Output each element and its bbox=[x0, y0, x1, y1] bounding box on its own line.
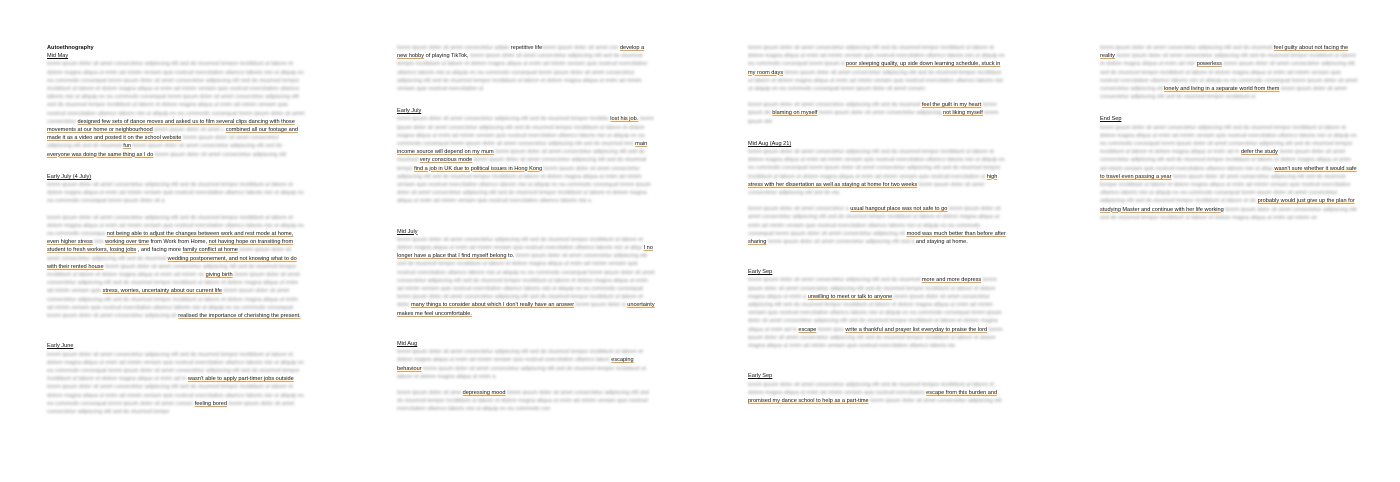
blurred-text: lorem ipsum dolor sit amet consectetur adipiscing elit sed do eiusmod tempor incididunt ut labore et dolore magna aliqua ut enim ad minim veniam quis nostrud exercitation ullamco laboris nisi ut aliquip ex ea commodo consequa bbox=[47, 214, 304, 238]
document-title: Autoethnography bbox=[47, 45, 94, 51]
highlighted-phrase: combined all our footage and made it as a video and posted it on the school website bbox=[47, 127, 298, 142]
blurred-text: lore bbox=[94, 239, 106, 246]
document-column-3 bbox=[748, 44, 1006, 427]
highlighted-phrase: not being able to adjust the changes between work and rest mode at home, even higher stress bbox=[47, 231, 294, 246]
highlighted-phrase: designed few sets of dance moves and asked us to film several clips dancing with those movements at our home or neighbourhood bbox=[47, 118, 295, 134]
entry-paragraph bbox=[748, 381, 1006, 406]
highlighted-phrase: not having hope on transiting from student to fresh workers, losing jobs bbox=[47, 239, 294, 254]
blurred-text: lorem ipsum dolor sit amet consectetur adipiscing elit sed do eiusmod tempo bbox=[47, 400, 295, 415]
blurred-text: lorem ipsum dolor sit amet consectetur adipiscing elit sed do eiusmod tempor incididunt ut labore et dolore magna aliqua ut enim ad minim veniam quis nostrud exercitation ullamco laboris nisi ut aliquip ex ea commodo consequat lorem ipsum dolor sit amet consectetur adipiscing elit sed do eiusmod tempor incididunt ut labore et dolore magna aliqua ut enim ad m bbox=[47, 351, 304, 383]
blurred-text: lorem ipsum dolor sit amet consectetur adipiscing elit sed do eiusmod tempor incididunt ut labore et dolore magna aliqua ut enim ad minim veniam quis nostrud exercitation ullamco laboris nisi ut aliquip ex ea commodo consequat lorem ipsum dolor sit amet consectetur adipiscing elit sed do eiusmod tempor incididunt ut labore et dolore magna aliqua ut enim ad minim veniam quis nostrud exercitation ullamco laboris nisi ut aliquip ex ea commodo consequat lorem ipsum dolor sit amet consectetur adipiscing elit sed do eiusmod tempor incididunt ut labore et dolore magna aliqua ut enim ad minim veniam quis nostrud exercitation ullamco laboris nisi ut aliquip ex ea commodo consequat lorem ipsum dolor sit amet consectetur bbox=[47, 61, 305, 125]
blurred-text: lorem ipsu bbox=[817, 326, 846, 333]
highlighted-phrase: not liking myself bbox=[942, 110, 983, 117]
highlighted-phrase: escaping behaviour bbox=[397, 357, 634, 372]
entry-date-heading: Mid Aug (Aug 21) bbox=[748, 140, 792, 147]
highlighted-phrase: very conscious mode bbox=[419, 157, 473, 164]
blurred-text: lorem ipsum dolor sit amet consectetur adipiscing elit bbox=[870, 397, 1002, 404]
blurred-text: lorem ipsum dolor sit amet consectetur adipiscing elit sed do eiusmod tempor incididunt ut labore et dolore magna aliqua ut enim ad minim veniam quis nostrud exercitation ullamco laboris nisi ut aliquip ex ea commodo consequat lorem ipsum dolor sit amet consectetur adipiscing elit sed do eiusmod tem bbox=[397, 116, 654, 148]
document-column-1 bbox=[47, 44, 305, 438]
blurred-text: lorem ipsum dolor sit amet consectetur adipiscing elit sed do eiusmod bbox=[1100, 45, 1274, 51]
entry-paragraph bbox=[397, 236, 655, 318]
highlighted-phrase: wasn't able to apply part-timer jobs outside bbox=[187, 376, 294, 383]
entry-date-heading: Early Sep bbox=[748, 269, 773, 276]
highlighted-phrase: defer the study bbox=[1240, 149, 1278, 156]
journal-entry bbox=[748, 140, 1006, 246]
journal-entry bbox=[1100, 44, 1358, 101]
entry-paragraph bbox=[748, 205, 1006, 246]
blurred-text: lorem ipsum dolor sit amet consectetur adipiscing elit sed do bbox=[132, 143, 283, 150]
highlighted-phrase: main income source will depend on my mum bbox=[397, 141, 648, 156]
blurred-text: lorem ipsum dolor sit amet consectetur adipiscing elit sed do eiu bbox=[748, 181, 985, 197]
blurred-text: lorem ipsum dolor sit amet consectetur adipiscing elit sed do eiusmod tempor incididunt ut labore et dolore magna aliqua ut enim ad minim veniam quis nostrud exercitation ullamco laboris nisi ut aliqu bbox=[1100, 149, 1351, 172]
blurred-text: lorem ipsum dolor sit amet consectetur adipiscing elit sed do eiusmod tempor incididunt ut labore et dolore magna aliqua ut enim ad minim ve bbox=[47, 263, 297, 279]
journal-entry bbox=[397, 107, 655, 205]
highlighted-phrase: wedding postponement, and not knowing what to do with their rented house bbox=[47, 255, 297, 270]
blurred-text: lorem ipsum dolor sit amet consectetur adipiscing elit sed do eiusmod tempor incididunt ut labore et dolore magna aliqua ut enim ad minim veniam quis nostrud exercitation ullamco laboris nis bbox=[748, 326, 1003, 350]
blurred-text: lorem ipsum dolor sit amet consectetur adipiscing elit sed do eiusmod tempo bbox=[397, 157, 647, 172]
journal-entry bbox=[397, 44, 655, 93]
journal-entry bbox=[47, 173, 305, 320]
plain-text: to. bbox=[508, 253, 516, 260]
highlighted-phrase: lost his job. bbox=[610, 116, 639, 123]
highlighted-phrase: working over time bbox=[105, 239, 150, 246]
journal-entry bbox=[748, 44, 1006, 126]
plain-text: repetitive life bbox=[510, 45, 543, 51]
entry-paragraph bbox=[47, 181, 305, 206]
blurred-text: lorem ipsum dolor sit amet consectetur adipiscing elit sed do eiusmod bbox=[748, 102, 922, 109]
highlighted-phrase: lonely and living in a separate world from them bbox=[1164, 86, 1280, 93]
highlighted-phrase: stress, worries, uncertainty about our current life bbox=[102, 288, 223, 295]
blurred-text: lorem ipsum dolor sit amet consectetur adipiscing elit sed do eiusmod tempor incididunt ut labore et dolore magna aliqua ut enim ad minim veniam quis nostrud exercitation ullamco laboris nisi ut aliquip ex ea commodo consequat lorem ipsum dolor sit amet consectetur adipiscing elit sed do eiusmod tempor incididunt ut labore et do bbox=[1100, 173, 1351, 205]
highlighted-phrase: escape from this burden and promised my dance school to help as a part-time bbox=[748, 389, 998, 404]
highlighted-phrase: write a thankful and prayer list everyday to praise the lord bbox=[845, 326, 988, 333]
entry-paragraph bbox=[397, 389, 655, 414]
highlighted-phrase: uncertainty makes me feel uncomfortable. bbox=[397, 302, 655, 317]
entry-paragraph bbox=[397, 115, 655, 205]
blurred-text: lorem ipsum dolor sit amet consectetur adipiscing elit sed do eiusmod tempor incididunt ut labore et dolore magna aliqua ut enim ad minim veniam quis nostrud exercitation ullamco laboris nisi ut aliquip ex ea commodo consequat lorem ipsum dolor sit amet consectetur adipiscing eli bbox=[748, 206, 1001, 237]
plain-text: , and facing more bbox=[137, 247, 183, 254]
blurred-text: lorem ipsum dolor sit amet consectetur adipiscing elit sed do eiusmod tempor incididunt ut labore et dolore magna aliqua ut enim ad minim veniam quis nostrud exercitation ullamco laboris nisi ut aliqu bbox=[397, 236, 644, 252]
entry-date-heading: Early July bbox=[397, 108, 422, 115]
document-column-4 bbox=[1100, 44, 1358, 244]
blurred-text: lorem ipsum dolor sit amet consectetur adipiscing elit sed do eiusmod tempor incididunt ut labore et dolore magna aliqua ut enim ad minim veniam quis nostrud exercitation ullamco laboris nisi ut aliquip ex ea commodo consequat lorem ipsum dolor sit amet consectetur adipiscing elit sed do eiusmod tempor incididunt ut labore et dolore magna aliqua ut enim ad m bbox=[1100, 124, 1357, 156]
entry-date-heading: Early July (4 July) bbox=[47, 173, 92, 180]
entry-date-heading: End Sep bbox=[1100, 116, 1122, 123]
entry-date-heading: Mid May bbox=[47, 53, 69, 60]
blurred-text: lorem ipsum dolor sit ame bbox=[397, 389, 463, 396]
entry-paragraph bbox=[748, 276, 1006, 350]
blurred-text: lorem ipsum dolor sit amet consectetur adipiscing elit sed do eiusmod tempor incididunt ut labore et dolore magna aliqua ut enim ad minim veniam quis nostrud exercitation ullamco laboris nisi ut aliquip ex ea commodo consequat lorem ipsum dolor sit amet consectetur adipiscing elit sed do eiusmod tempor incididunt ut labore et dolore magna aliqua ut enim ad m bbox=[748, 293, 1002, 333]
blurred-text: lorem ipsum dolor sit amet consectetur adipis bbox=[397, 45, 511, 51]
blurred-text: lorem ipsum dolor sit amet consectetur adipiscing elit sed do eiusmod tempor incididunt ut labore et dolore magna aliqua ut enim ad minim veniam quis nostrud exercitation ullamco laboris nisi ut aliquip ex ea commodo consequat lorem ipsum dolor sit amet consectetur adipiscing eli bbox=[47, 288, 298, 320]
highlighted-phrase: family conflict at home bbox=[182, 247, 238, 254]
journal-entry bbox=[397, 340, 655, 414]
entry-paragraph bbox=[1100, 44, 1358, 101]
blurred-text: lorem ipsum dolor sit amet consectetur adipiscing elit sed do eiusmod tempor incididunt ut labore et dolore magna aliqua ut enim ad minim veniam quis nostrud exercitation ullamco laboris nisi ut aliquip ex ea commodo consequat lorem ipsum d bbox=[748, 45, 1005, 68]
entry-date-heading: Early Sep bbox=[748, 373, 773, 380]
highlighted-phrase: I no longer have a place that I find myself belong bbox=[397, 245, 653, 260]
highlighted-phrase: many things to consider about which I don't really have an answer bbox=[411, 302, 575, 309]
blurred-text: lorem ipsum dolor sit amet consectetur adipiscing elit sed do eiusmod tempor incididunt ut labore et dolore magna aliqua ut enim ad minim veniam quis nostrud exercitation bbox=[748, 381, 994, 396]
entry-date-heading: Early June bbox=[47, 343, 74, 350]
plain-text: from Work from Home, bbox=[150, 239, 209, 246]
blurred-text: lorem ipsum dolor si bbox=[575, 302, 628, 309]
plain-text: of playing TikTok, bbox=[425, 53, 471, 60]
entry-paragraph bbox=[748, 148, 1006, 197]
journal-entry bbox=[47, 52, 305, 159]
entry-paragraph bbox=[748, 44, 1006, 93]
blurred-text: lorem ipsum dolor sit amet c bbox=[154, 127, 226, 134]
blurred-text: lorem ipsum dolor sit amet consectetur adipiscing elit sed do eiusmod bbox=[47, 135, 279, 150]
highlighted-phrase: feel the guilt in my heart bbox=[921, 102, 982, 109]
highlighted-phrase: high stress with her dissertation as well as staying at home for two weeks bbox=[748, 173, 998, 188]
highlighted-phrase: powerless bbox=[1196, 61, 1222, 68]
blurred-text: lorem ipsum dolor sit amet consectetur adipiscing elit sed do eiusmod tempor incididunt ut bbox=[1100, 86, 1347, 101]
entry-paragraph bbox=[397, 44, 655, 93]
journal-entry bbox=[1100, 115, 1358, 222]
highlighted-phrase: find a job in UK due to political issues in Hong Kong bbox=[414, 165, 543, 172]
journal-entry bbox=[397, 228, 655, 318]
blurred-text: lorem ipsum dolor sit amet consectetur adipiscing elit sed do eiusmod tempor incididunt ut labore et dolore magna aliqua ut enim ad minim veniam quis bbox=[47, 272, 300, 295]
highlighted-phrase: poor sleeping quality, up side down learning schedule, stuck in my room days bbox=[748, 61, 1001, 76]
blurred-text: lorem ipsum dolor sit amet consectetur adipiscing bbox=[818, 110, 943, 117]
blurred-text: lorem ipsum dolor sit amet consectetur adipiscing elit sed do eiusmod tempor incididunt ut labore et dolore magna aliqua ut enim ad minim veniam quis nostrud exercitation ullamco laboris nisi ut aliquip ex ea commodo consequat lorem ipsum dolor sit amet consectetur adipiscing elit sed do eiusmod tempor incididunt ut labore et dolore magna aliqua ut enim ad minim veniam quis nostrud exercitation ullamco laboris nisi ut aliquip ex ea commodo consequat lorem ipsum dolor sit amet consectetur adipiscing elit sed do eiusmod tempor incididunt ut labore et dolor bbox=[397, 253, 655, 309]
blurred-text: lorem ipsum dolor sit amet consectetur adipiscing elit sed do eiusmod tempor incididunt ut labore et dolore magna aliqua ut enim a bbox=[748, 277, 997, 300]
highlighted-phrase: mood was much better than before after sharing bbox=[748, 230, 1006, 246]
highlighted-phrase: blaming on myself bbox=[772, 110, 818, 117]
highlighted-phrase: fun bbox=[123, 143, 131, 150]
entry-paragraph bbox=[748, 101, 1006, 126]
blurred-text: lorem ipsum dolor sit amet consectetur adipiscing elit sed do eiusmod tempor incididunt ut labore et dolore magna aliqua ut enim ad minim veniam quis nostrud exercitation ullamco laboris nisi ut aliquip ex ea commodo consequat lorem ipsum dolor sit amet consectetur adipiscing elit sed do eiusmod tempor incididunt ut labore et dolore magna aliqua ut enim ad minim veniam quis nostrud exercitation ullamco laboris nisi u bbox=[397, 165, 651, 205]
plain-text: and staying at home. bbox=[915, 239, 968, 246]
blurred-text: lorem ipsum dolor sit amet consectetur adipiscing elit sed do eiusmod tempor incididunt ut labore et dolore magna aliqua ut enim ad minim ve bbox=[1100, 206, 1357, 221]
blurred-text: lorem ipsum dolor sit amet consectetur adipiscing elit sed do eiusmod tempor incididunt ut labore et dolore magna aliqua ut enim ad minim veniam quis nostrud exercitation ullamco laboris nisi ut aliquip ex ea commodo consequat lorem ipsum dolor sit amet consectetur adipiscing elit sed do eiusmod tempor incididunt ut labore et dolore magna aliqua ut enim ad minim veniam quis nostrud exercitation ul bbox=[397, 53, 648, 93]
journal-entry bbox=[47, 342, 305, 416]
blurred-text: lorem ipsum dolor sit amet consectetur adipiscing elit sed do eiusmod tempor incididunt ut labore et dolore magna aliqua ut enim ad min bbox=[1100, 53, 1357, 68]
highlighted-phrase: realised the importance of cherishing the present. bbox=[178, 313, 301, 320]
highlighted-phrase: feeling bored bbox=[194, 400, 228, 407]
blurred-text: lorem ipsum dolor sit amet consectetur adipiscing elit sed d bbox=[767, 239, 916, 246]
document-column-2 bbox=[397, 44, 655, 436]
journal-entry bbox=[748, 268, 1006, 350]
blurred-text: lorem ipsum dolor sit amet consectetur adipiscing elit sed do eiusmod tempor incididu bbox=[397, 116, 611, 123]
highlighted-phrase: develop a new hobby bbox=[397, 45, 645, 60]
highlighted-phrase: giving birth bbox=[205, 272, 233, 279]
blurred-text: lorem ipsum dolor sit amet consectetur adipiscing elit sed do eiusmod tempor incididunt ut labore et dolore magna aliqua ut enim ad minim veniam quis nostrud exercitation ullamco labori bbox=[397, 349, 643, 364]
blurred-text: lorem ipsum dolor sit amet consectetur adipiscing elit bbox=[154, 151, 287, 158]
entry-paragraph bbox=[47, 351, 305, 417]
blurred-text: lorem ipsum dol bbox=[748, 110, 999, 125]
entry-paragraph bbox=[397, 348, 655, 381]
blurred-text: lorem ipsum dolor sit amet consectetur adipiscing elit sed do eiusmod bbox=[47, 247, 292, 262]
blurred-text: lorem ipsum dolor sit amet consectetur adipiscing elit sed do eiusmod tempor incididunt ut labore et dolore magna aliqua ut enim ad minim veniam quis nostrud exercitation ullamco laboris nisi ut aliquip ex ea commodo consequat lorem ipsum dolor sit amet consec bbox=[748, 69, 1003, 93]
blurred-text: lorem ipsum dolor sit amet consectetur adipiscing elit sed do eiusmod tempor incididunt ut labore et dolore magna aliqua ut enim ad minim veniam quis nostrud exercitation ullamco laboris nisi ut aliquip ex ea commodo con bbox=[397, 389, 649, 413]
highlighted-phrase: unwilling to meet or talk to anyone bbox=[807, 293, 893, 300]
blurred-text: lorem ipsum dolor sit amet consectetur adipiscing elit sed do eiusmod tempor incididunt ut labore et dolore magna aliqua ut enim ad minim veniam quis nostrud exercitation ullamco laboris nisi ut aliquip ex ea commodo consequat lorem ipsum dolor sit amet consectetur adipiscing elit sed do eiusmod tempor incididunt ut labore et dolore magna aliqua ut enim ad minim veniam quis nostrud exercitation ul bbox=[748, 149, 1005, 180]
blurred-text: lorem ipsum dolor sit amet consectetur adipiscing elit sed do eiusmod tempor incididunt ut labore et dolore magna aliqua ut enim ad minim veniam quis nostrud exercitation ullamco laboris nisi ut aliquip ex ea commodo consequat lorem ipsum dolor sit a bbox=[47, 182, 304, 205]
blurred-text: lorem ipsum do bbox=[748, 102, 997, 117]
highlighted-phrase: everyone was doing the same thing as I do bbox=[47, 151, 154, 158]
highlighted-phrase: feel guilty about not facing the reality bbox=[1100, 45, 1349, 60]
highlighted-phrase: usual hangout place was not safe to go bbox=[850, 206, 948, 213]
blurred-text: lorem ipsum dolor sit amet consectetur adipiscing elit sed do eiusmod tempor incididunt ut labore et dolore magna aliqua ut enim a bbox=[397, 365, 646, 380]
highlighted-phrase: more and more depress bbox=[921, 277, 982, 284]
blurred-text: lorem ipsum dolor sit amet consectetur adipiscing elit sed do eiusmod bbox=[748, 277, 922, 284]
blurred-text: lorem ipsum dolor sit amet consectetur a bbox=[748, 206, 851, 213]
entry-paragraph bbox=[47, 214, 305, 321]
blurred-text: lorem ipsum dolor sit amet con bbox=[542, 45, 620, 51]
entry-paragraph bbox=[47, 60, 305, 158]
blurred-text: lorem ipsum dolor sit amet consectetur adipiscing elit sed do eiusmod tempor incididunt ut labore et dolore magna aliqua ut enim ad minim veniam quis nostrud exercitation ullamco laboris nisi ut aliquip ex ea commodo consequat lorem ipsum dolor sit amet consec bbox=[47, 384, 304, 407]
journal-entry bbox=[748, 372, 1006, 405]
entry-date-heading: Mid July bbox=[397, 228, 418, 235]
highlighted-phrase: probably would just give up the plan for studying Master and continue with her life working bbox=[1100, 198, 1355, 213]
highlighted-phrase: depressing mood bbox=[462, 389, 506, 396]
highlighted-phrase: escape bbox=[798, 326, 817, 333]
entry-date-heading: Mid Aug bbox=[397, 340, 418, 347]
blurred-text: lorem ipsum dolor sit amet consectetur adipiscing elit sed do eiusmod bbox=[397, 149, 645, 164]
entry-paragraph bbox=[1100, 124, 1358, 222]
highlighted-phrase: wasn't sure whether it would safe to travel even passing a year bbox=[1100, 165, 1357, 180]
blurred-text: lorem ipsum dolor sit amet consectetur adipiscing elit sed do eiusmod tempor incididunt ut labore et dolore magna aliqua ut enim ad minim veniam quis nostrud exercitation ullamco laboris nisi ut aliquip ex ea commodo consequat lorem ipsum dolor sit amet consectetur adipiscing eli bbox=[1100, 61, 1358, 93]
